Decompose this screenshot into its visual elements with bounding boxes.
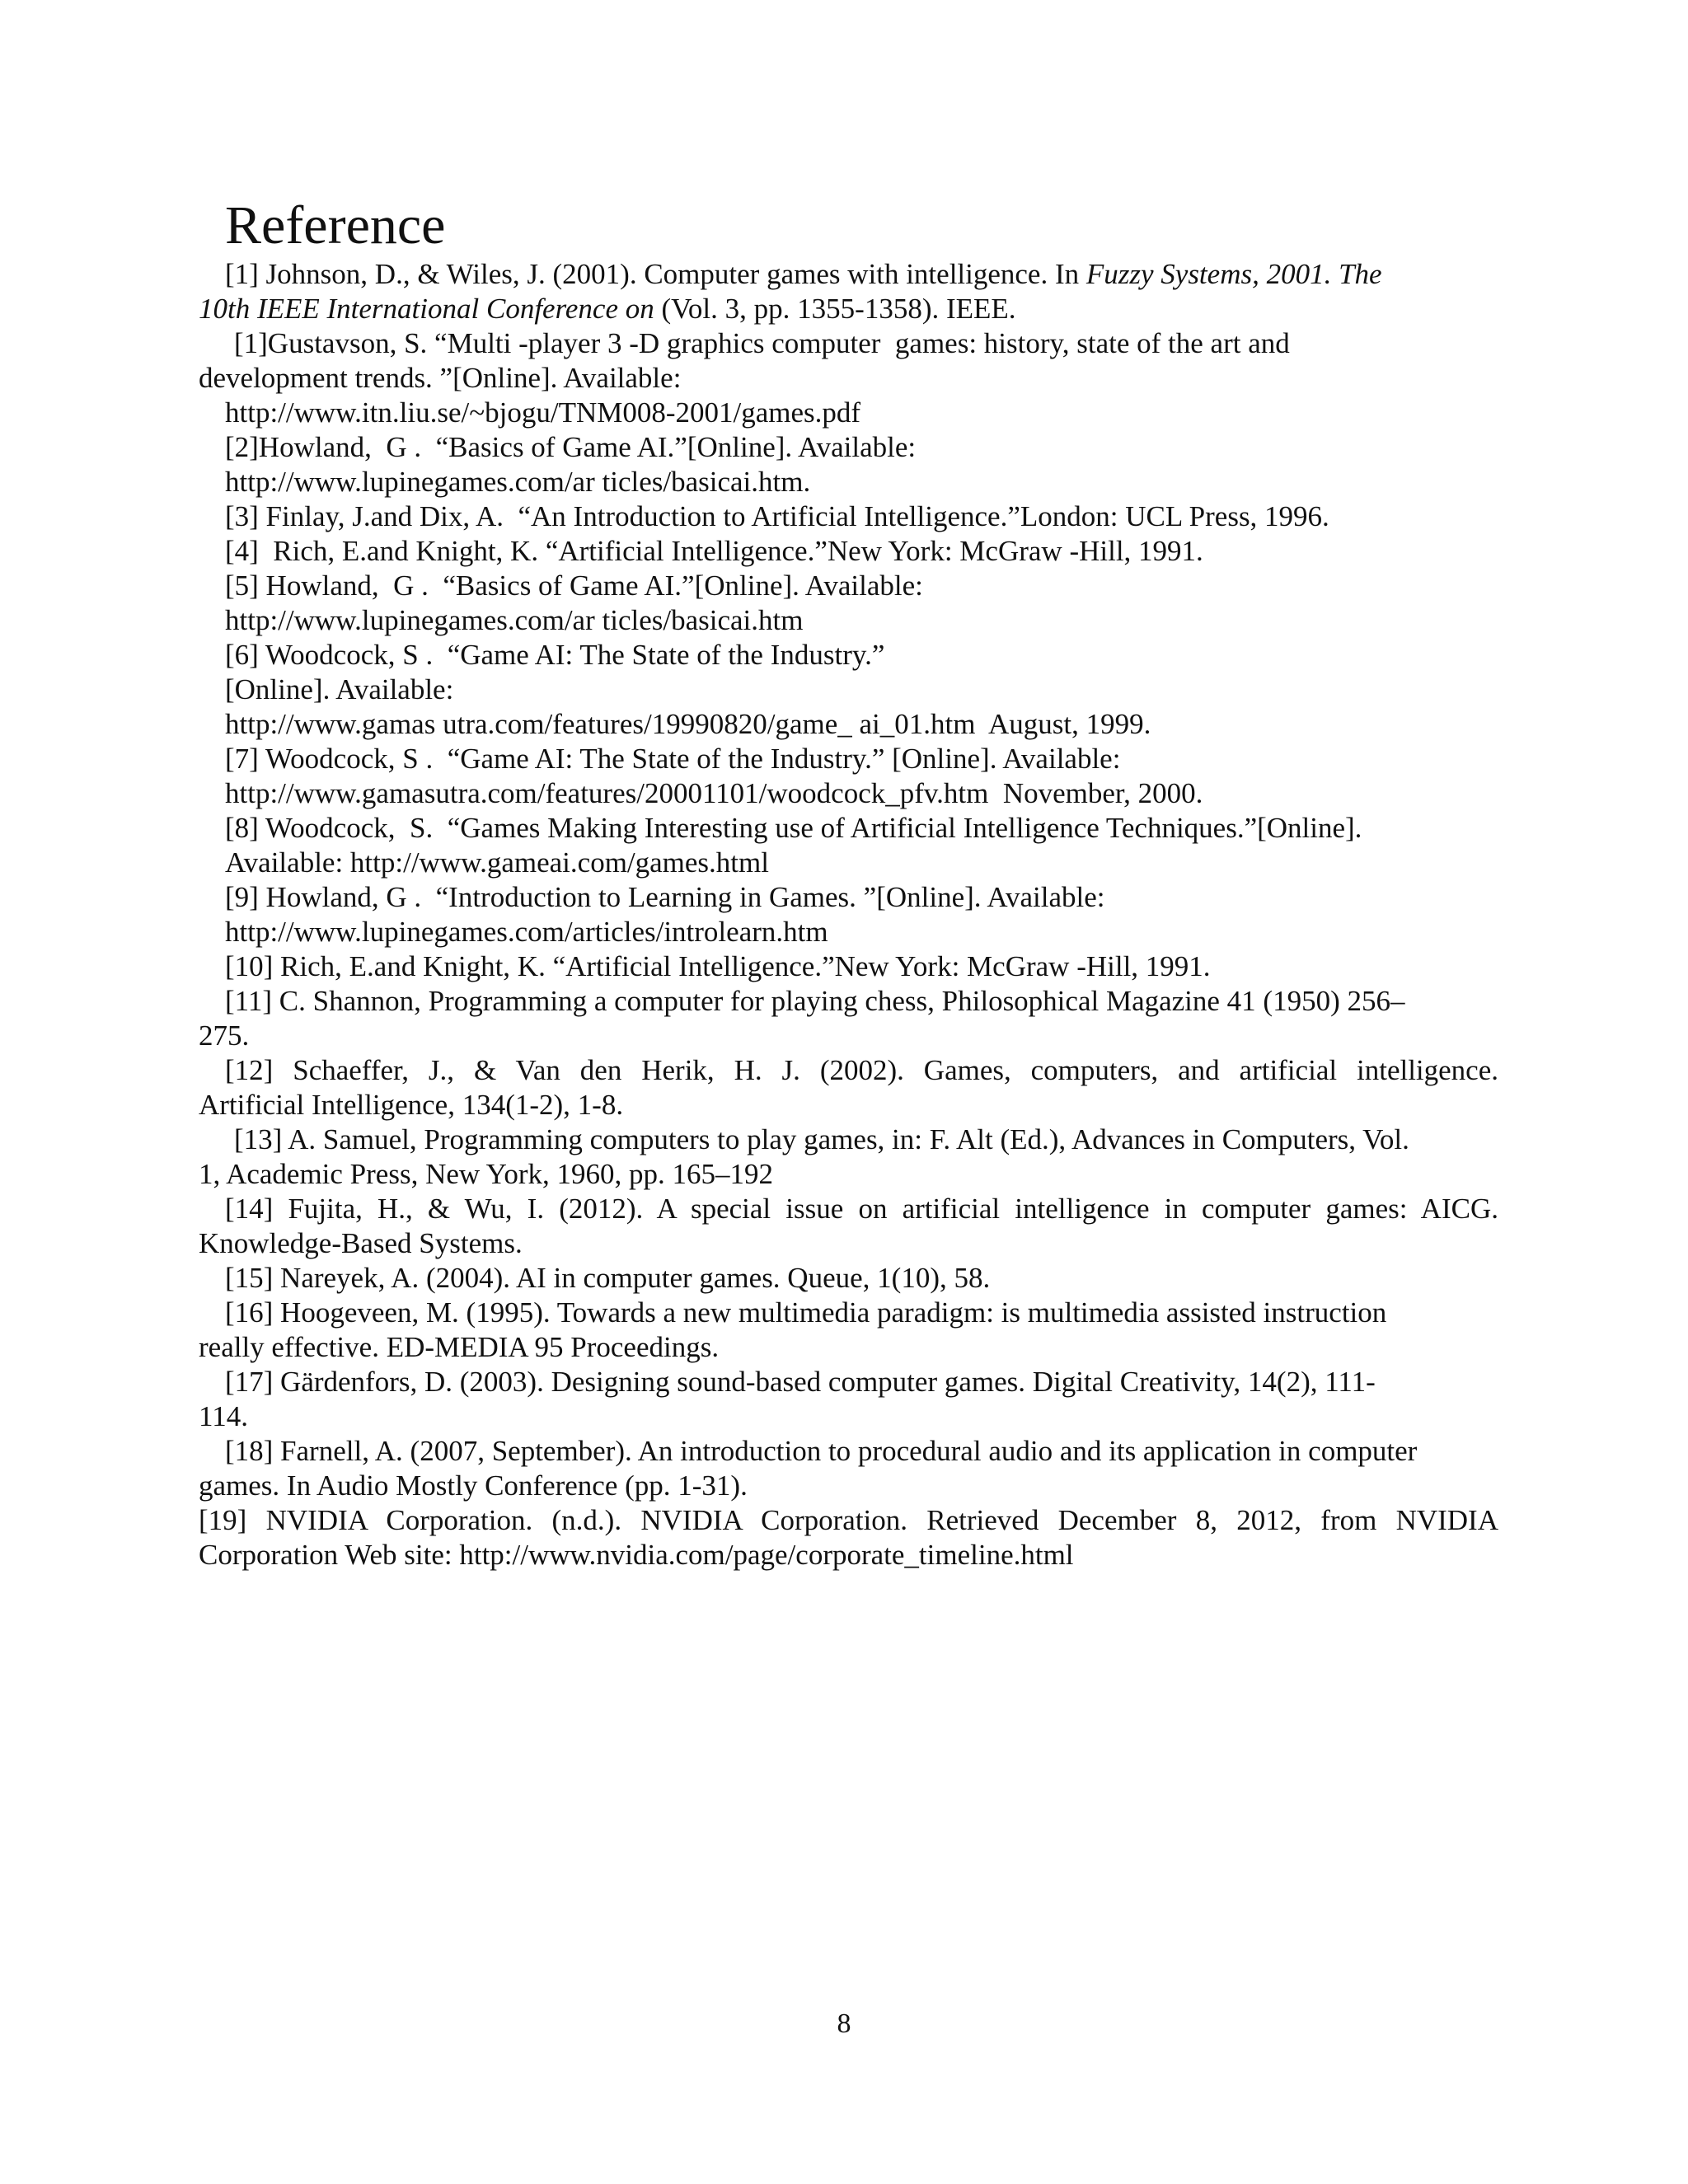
reference-line: Knowledge-Based Systems. (199, 1227, 523, 1259)
reference-line: [Online]. Available: (225, 673, 454, 705)
reference-line: really effective. ED-MEDIA 95 Proceedings. (199, 1331, 720, 1363)
reference-line: [13] A. Samuel, Programming computers to play games, in: F. Alt (Ed.), Advances in Computers, Vol. (234, 1123, 1409, 1155)
reference-line: games. In Audio Mostly Conference (pp. 1-31). (199, 1469, 748, 1502)
reference-line: [14] Fujita, H., & Wu, I. (2012). A special issue on artificial intelligence in computer games: AICG. (225, 1193, 1498, 1225)
reference-line: 10th IEEE International Conference on (Vol. 3, pp. 1355-1358). IEEE. (199, 293, 1016, 325)
reference-item (199, 430, 1498, 499)
reference-item (199, 1261, 1498, 1296)
reference-item (199, 949, 1498, 984)
reference-line: Artificial Intelligence, 134(1-2), 1-8. (199, 1089, 624, 1121)
reference-line: 1, Academic Press, New York, 1960, pp. 165–192 (199, 1158, 774, 1190)
reference-item (199, 1053, 1498, 1122)
reference-line: [9] Howland, G . “Introduction to Learning in Games. ”[Online]. Available: (225, 881, 1105, 913)
reference-line: [2]Howland, G . “Basics of Game AI.”[Online]. Available: (225, 431, 917, 463)
reference-line: [3] Finlay, J.and Dix, A. “An Introduction to Artificial Intelligence.”London: UCL Press, 1996. (225, 500, 1329, 532)
reference-item (199, 811, 1498, 880)
reference-url: http://www.gamas utra.com/features/19990820/game_ ai_01.htm August, 1999. (225, 708, 1151, 740)
reference-item (199, 257, 1498, 326)
reference-item (199, 742, 1498, 811)
reference-line: [8] Woodcock, S. “Games Making Interesting use of Artificial Intelligence Techniques.”[Online]. (225, 812, 1362, 844)
reference-line: [6] Woodcock, S . “Game AI: The State of the Industry.” (225, 639, 885, 671)
reference-item (199, 1296, 1498, 1365)
reference-item (199, 534, 1498, 569)
reference-url: Corporation Web site: http://www.nvidia.com/page/corporate_timeline.html (199, 1539, 1074, 1571)
reference-line: [11] C. Shannon, Programming a computer for playing chess, Philosophical Magazine 41 (1950) 256– (225, 985, 1405, 1017)
page-number: 8 (837, 2008, 851, 2039)
reference-line: [5] Howland, G . “Basics of Game AI.”[Online]. Available: (225, 569, 923, 602)
reference-url: http://www.lupinegames.com/articles/introlearn.htm (225, 916, 828, 948)
reference-list (199, 257, 1498, 1572)
reference-item (199, 984, 1498, 1053)
reference-item (199, 1365, 1498, 1434)
reference-line: [7] Woodcock, S . “Game AI: The State of the Industry.” [Online]. Available: (225, 743, 1121, 775)
reference-item (199, 638, 1498, 742)
reference-line: development trends. ”[Online]. Available: (199, 362, 682, 394)
section-title: Reference (225, 195, 446, 255)
reference-item (199, 1503, 1498, 1572)
reference-section (199, 194, 1498, 1572)
reference-line: [19] NVIDIA Corporation. (n.d.). NVIDIA Corporation. Retrieved December 8, 2012, from NVIDIA (199, 1504, 1498, 1536)
reference-line: 114. (199, 1400, 248, 1432)
reference-item (199, 1192, 1498, 1261)
reference-item (199, 1122, 1498, 1192)
reference-item (199, 569, 1498, 638)
reference-line: [1]Gustavson, S. “Multi -player 3 -D graphics computer games: history, state of the art and (234, 327, 1290, 359)
reference-url: http://www.lupinegames.com/ar ticles/basicai.htm. (225, 466, 811, 498)
reference-url: http://www.gamasutra.com/features/20001101/woodcock_pfv.htm November, 2000. (225, 777, 1203, 809)
journal-title: 10th IEEE International Conference on (199, 293, 654, 325)
reference-item (199, 326, 1498, 430)
journal-title: Fuzzy Systems, 2001. The (1085, 258, 1382, 290)
reference-line: [12] Schaeffer, J., & Van den Herik, H. J. (2002). Games, computers, and artificial intelligence. (225, 1054, 1498, 1086)
reference-line: [16] Hoogeveen, M. (1995). Towards a new multimedia paradigm: is multimedia assisted instruction (225, 1296, 1387, 1329)
reference-item (199, 880, 1498, 949)
reference-item (199, 1434, 1498, 1503)
reference-line: [15] Nareyek, A. (2004). AI in computer games. Queue, 1(10), 58. (225, 1262, 991, 1294)
reference-line: [4] Rich, E.and Knight, K. “Artificial Intelligence.”New York: McGraw -Hill, 1991. (225, 535, 1203, 567)
reference-line: 275. (199, 1019, 250, 1052)
reference-line: [10] Rich, E.and Knight, K. “Artificial Intelligence.”New York: McGraw -Hill, 1991. (225, 950, 1211, 982)
reference-line: [17] Gärdenfors, D. (2003). Designing sound-based computer games. Digital Creativity, 14(2), 111- (225, 1366, 1376, 1398)
reference-url: http://www.itn.liu.se/~bjogu/TNM008-2001/games.pdf (225, 396, 861, 429)
reference-line: [18] Farnell, A. (2007, September). An introduction to procedural audio and its application in computer (225, 1435, 1418, 1467)
reference-url: http://www.lupinegames.com/ar ticles/basicai.htm (225, 604, 804, 636)
reference-line: [1] Johnson, D., & Wiles, J. (2001). Computer games with intelligence. In Fuzzy Systems, 2001. The (225, 258, 1382, 290)
reference-url: Available: http://www.gameai.com/games.html (225, 846, 769, 879)
reference-item (199, 499, 1498, 534)
